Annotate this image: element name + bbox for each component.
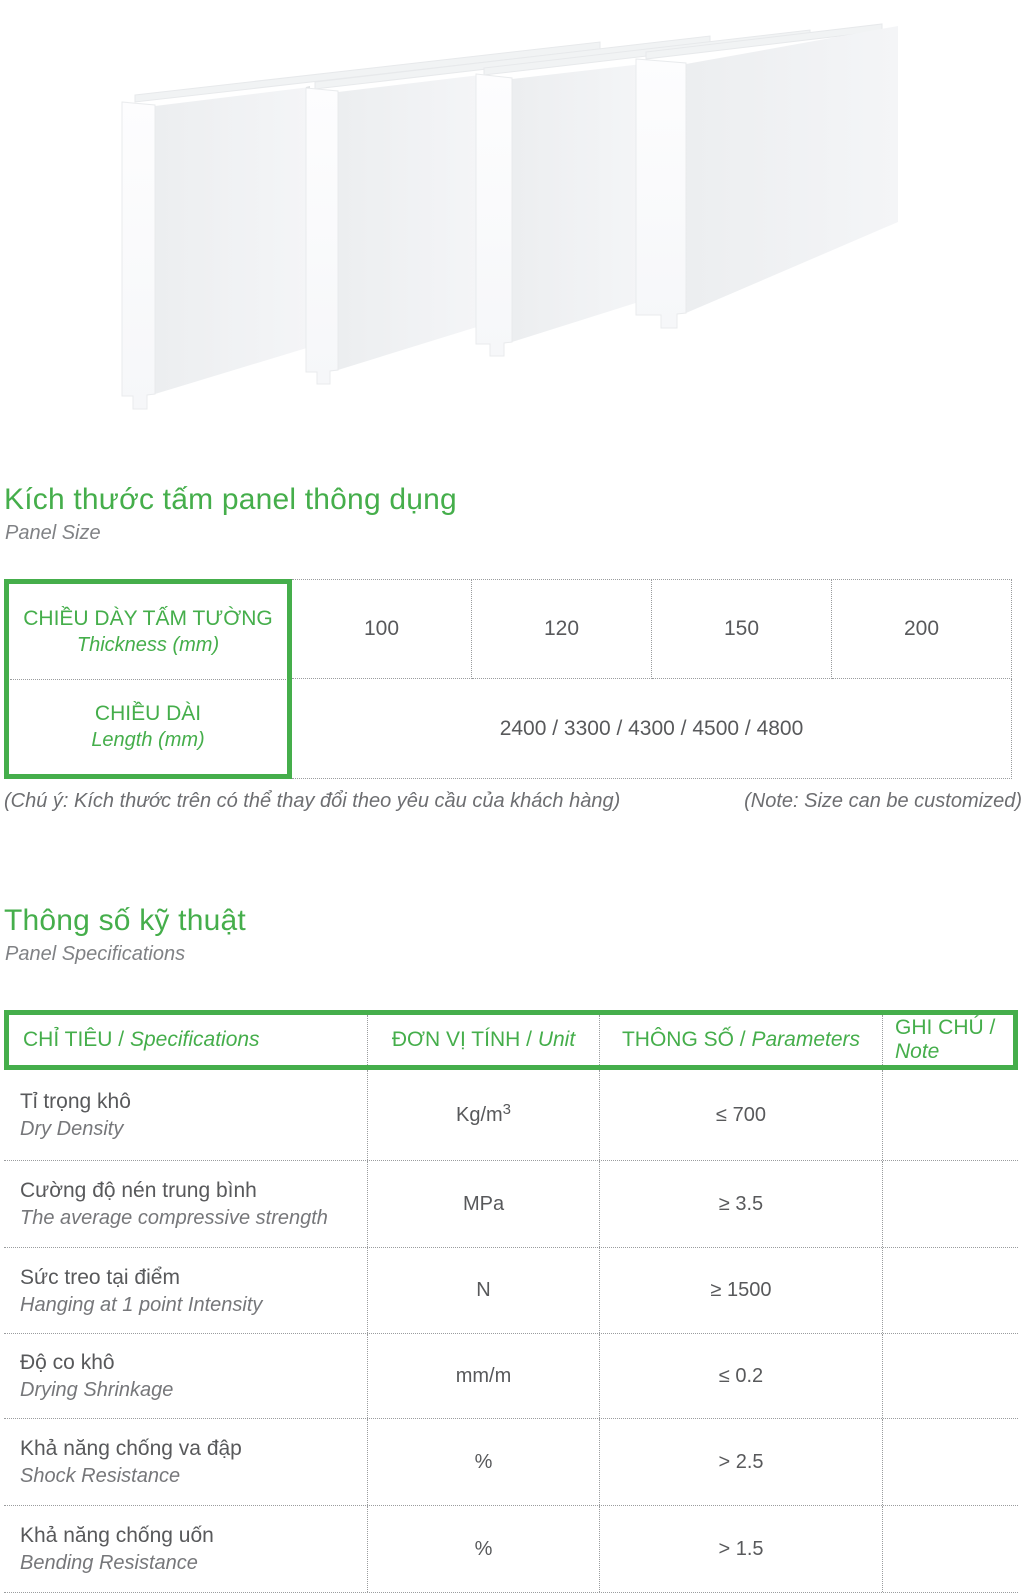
size-section-title: Kích thước tấm panel thông dụng bbox=[4, 483, 457, 516]
unit-superscript: 3 bbox=[502, 1100, 512, 1118]
panel-1-end-face bbox=[122, 102, 155, 409]
criteria-cell bbox=[4, 1248, 368, 1333]
unit-cell bbox=[368, 1161, 600, 1247]
thickness-label-vi: CHIỀU DÀY TẤM TƯỜNG bbox=[23, 606, 273, 630]
criteria-vi: Tỉ trọng khô bbox=[20, 1090, 131, 1113]
criteria-en: The average compressive strength bbox=[20, 1207, 328, 1229]
panel-2-end-face bbox=[306, 88, 338, 384]
spec-row-dry-density bbox=[4, 1070, 1018, 1161]
note-cell bbox=[883, 1161, 1018, 1247]
spec-row-shock-resistance bbox=[4, 1419, 1018, 1506]
note-cell bbox=[883, 1334, 1018, 1418]
size-table-values bbox=[292, 579, 1012, 779]
note-cell bbox=[883, 1248, 1018, 1333]
header-parameters-en: Parameters bbox=[751, 1028, 861, 1051]
size-note-row bbox=[4, 790, 1022, 813]
header-unit-vi: ĐƠN VỊ TÍNH bbox=[391, 1028, 521, 1051]
thickness-value: 100 bbox=[292, 580, 472, 679]
header-note-vi: GHI CHÚ bbox=[895, 1016, 984, 1039]
parameter-cell: ≤ 0.2 bbox=[600, 1334, 883, 1418]
panel-4 bbox=[636, 24, 898, 328]
header-criteria-en: Specifications bbox=[129, 1028, 260, 1051]
criteria-en: Dry Density bbox=[20, 1118, 124, 1140]
criteria-vi: Sức treo tại điểm bbox=[20, 1265, 180, 1289]
header-separator: / bbox=[520, 1028, 538, 1051]
length-value: 2400 / 3300 / 4300 / 4500 / 4800 bbox=[292, 679, 1012, 779]
spec-section-title: Thông số kỹ thuật bbox=[4, 904, 246, 937]
unit-value: MPa bbox=[462, 1192, 505, 1215]
size-section-subtitle: Panel Size bbox=[5, 522, 101, 544]
panel-4-face bbox=[686, 26, 898, 313]
panel-4-end-face bbox=[636, 59, 686, 328]
criteria-en: Shock Resistance bbox=[20, 1465, 181, 1487]
thickness-value: 200 bbox=[832, 580, 1012, 679]
parameter-cell: ≤ 700 bbox=[600, 1070, 883, 1160]
thickness-label-en: Thickness (mm) bbox=[76, 633, 220, 656]
unit-cell bbox=[368, 1419, 600, 1505]
panel-1-face bbox=[155, 87, 310, 394]
panel-3-face bbox=[512, 64, 642, 342]
criteria-en: Drying Shrinkage bbox=[20, 1379, 174, 1401]
note-cell bbox=[883, 1070, 1018, 1160]
spec-table-header bbox=[4, 1010, 1018, 1070]
size-table-header-column bbox=[4, 579, 292, 779]
thickness-header-cell bbox=[9, 584, 287, 679]
unit-cell bbox=[368, 1334, 600, 1418]
header-parameters bbox=[600, 1015, 883, 1065]
criteria-cell bbox=[4, 1070, 368, 1160]
criteria-vi: Khả năng chống uốn bbox=[20, 1524, 214, 1547]
spec-table bbox=[4, 1010, 1018, 1596]
length-header-cell bbox=[9, 680, 287, 775]
thickness-value: 150 bbox=[652, 580, 832, 679]
panels-illustration bbox=[0, 0, 1024, 460]
parameter-cell: > 2.5 bbox=[600, 1419, 883, 1505]
unit-value: % bbox=[474, 1450, 493, 1473]
criteria-cell bbox=[4, 1334, 368, 1418]
spec-row-bending-resistance bbox=[4, 1506, 1018, 1593]
spec-section-subtitle: Panel Specifications bbox=[5, 943, 186, 965]
note-cell bbox=[883, 1419, 1018, 1505]
header-separator: / bbox=[983, 1016, 1002, 1039]
criteria-vi: Khả năng chống va đập bbox=[20, 1437, 242, 1460]
unit-value: N bbox=[476, 1279, 491, 1301]
size-note-en: (Note: Size can be customized) bbox=[744, 790, 1022, 812]
criteria-cell bbox=[4, 1161, 368, 1247]
criteria-en: Bending Resistance bbox=[20, 1552, 198, 1574]
parameter-cell: ≥ 1500 bbox=[600, 1248, 883, 1333]
header-separator: / bbox=[733, 1028, 752, 1051]
header-unit-en: Unit bbox=[537, 1028, 576, 1051]
thickness-values-row bbox=[292, 580, 1012, 679]
criteria-cell bbox=[4, 1506, 368, 1592]
panel-2-face bbox=[338, 75, 480, 370]
parameter-cell: ≥ 3.5 bbox=[600, 1161, 883, 1247]
header-criteria-vi: CHỈ TIÊU bbox=[23, 1028, 113, 1051]
header-note-en: Note bbox=[895, 1040, 940, 1063]
unit-value: Kg/m bbox=[455, 1103, 503, 1126]
parameter-cell: > 1.5 bbox=[600, 1506, 883, 1592]
unit-cell bbox=[368, 1070, 600, 1160]
note-cell bbox=[883, 1506, 1018, 1592]
size-note-vi: (Chú ý: Kích thước trên có thể thay đổi theo yêu cầu của khách hàng) bbox=[4, 790, 621, 812]
unit-cell bbox=[368, 1248, 600, 1333]
spec-row-hanging-intensity bbox=[4, 1248, 1018, 1334]
header-criteria bbox=[9, 1015, 368, 1065]
length-label-en: Length (mm) bbox=[91, 729, 205, 752]
spec-row-drying-shrinkage bbox=[4, 1334, 1018, 1419]
criteria-en: Hanging at 1 point Intensity bbox=[20, 1293, 263, 1316]
criteria-cell bbox=[4, 1419, 368, 1505]
length-label-vi: CHIỀU DÀI bbox=[94, 702, 202, 726]
unit-cell bbox=[368, 1506, 600, 1592]
header-unit bbox=[368, 1015, 600, 1065]
size-table bbox=[4, 579, 1012, 779]
header-note bbox=[883, 1015, 1013, 1065]
unit-value: % bbox=[474, 1537, 493, 1560]
criteria-vi: Cường độ nén trung bình bbox=[20, 1179, 257, 1202]
header-separator: / bbox=[112, 1028, 130, 1051]
unit-value: mm/m bbox=[455, 1364, 512, 1387]
panel-3-end-face bbox=[476, 74, 512, 356]
spec-row-compressive-strength bbox=[4, 1161, 1018, 1248]
panels-image bbox=[0, 0, 1024, 460]
criteria-vi: Độ co khô bbox=[20, 1351, 115, 1374]
thickness-value: 120 bbox=[472, 580, 652, 679]
header-parameters-vi: THÔNG SỐ bbox=[621, 1028, 734, 1051]
